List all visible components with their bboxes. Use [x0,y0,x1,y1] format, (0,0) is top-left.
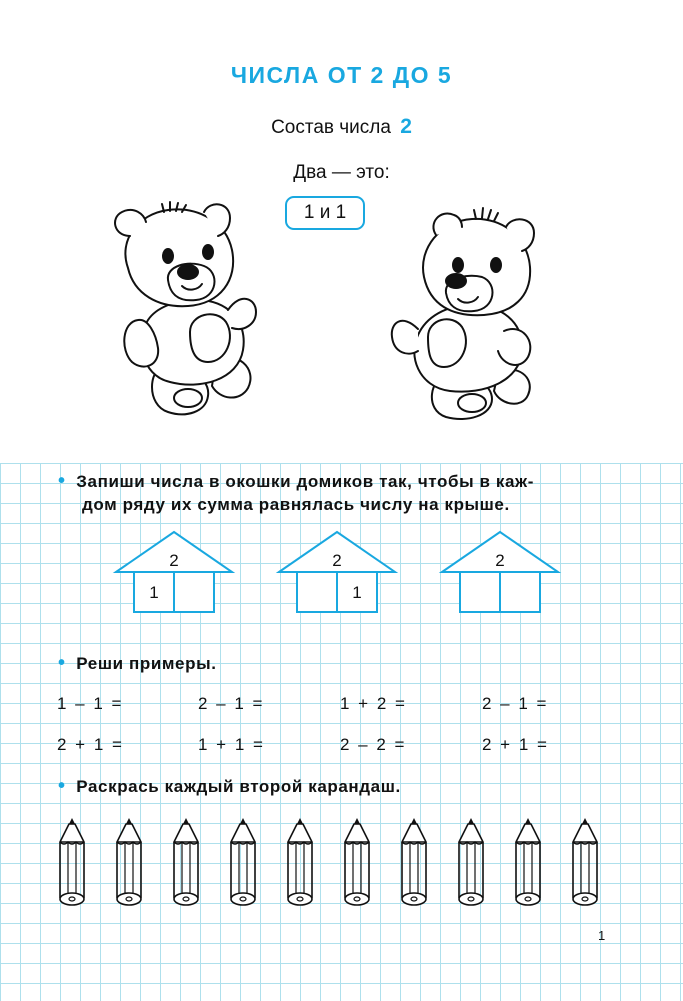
house-left-window[interactable]: 1 [149,583,159,602]
house-icon [438,528,562,614]
pencil-icon[interactable] [113,816,145,908]
task-1-line-2: дом ряду их сумма равнялась числу на крыше. [82,495,510,514]
teddy-bear-icon [108,200,278,425]
pencil-icon[interactable] [284,816,316,908]
pencil-icon[interactable] [455,816,487,908]
page-title: ЧИСЛА ОТ 2 ДО 5 [230,62,453,88]
pencil-icon[interactable] [341,816,373,908]
pencil-icon[interactable] [398,816,430,908]
example-item: 1 – 1 = [57,694,124,713]
example-item: 2 – 1 = [482,694,549,713]
pencil-icon[interactable] [227,816,259,908]
example-item: 2 – 1 = [198,694,265,713]
pencil-icon[interactable] [512,816,544,908]
two-is-label: Два — это: [293,162,390,183]
pencils-row [56,816,616,910]
bullet-icon: • [58,775,66,797]
example-item: 2 – 2 = [340,735,407,754]
page-number: 1 [598,928,606,943]
house-icon [275,528,399,614]
house-roof-number: 2 [332,551,342,570]
example-item: 2 + 1 = [57,735,124,754]
bullet-icon: • [58,470,66,492]
house-roof-number: 2 [169,551,179,570]
pencil-icon[interactable] [170,816,202,908]
house-roof-number: 2 [495,551,505,570]
house-right-window[interactable]: 1 [352,583,362,602]
example-item: 1 + 1 = [198,735,265,754]
task-2-text: Реши примеры. [76,654,217,673]
pencil-icon[interactable] [569,816,601,908]
task-2-instruction [58,652,217,675]
house-icon [112,528,236,614]
task-1-instruction [58,470,618,516]
decomposition-box: 1 и 1 [285,196,365,230]
task-3-text: Раскрась каждый второй карандаш. [76,777,401,796]
teddy-bear-icon [388,205,553,430]
bullet-icon: • [58,652,66,674]
subtitle [0,115,683,139]
subtitle-text: Состав числа [271,117,391,138]
example-item: 1 + 2 = [340,694,407,713]
pencil-icon[interactable] [56,816,88,908]
example-item: 2 + 1 = [482,735,549,754]
subtitle-number: 2 [400,115,412,138]
task-3-instruction [58,775,401,798]
task-1-line-1: Запиши числа в окошки домиков так, чтобы в каж- [76,472,534,491]
